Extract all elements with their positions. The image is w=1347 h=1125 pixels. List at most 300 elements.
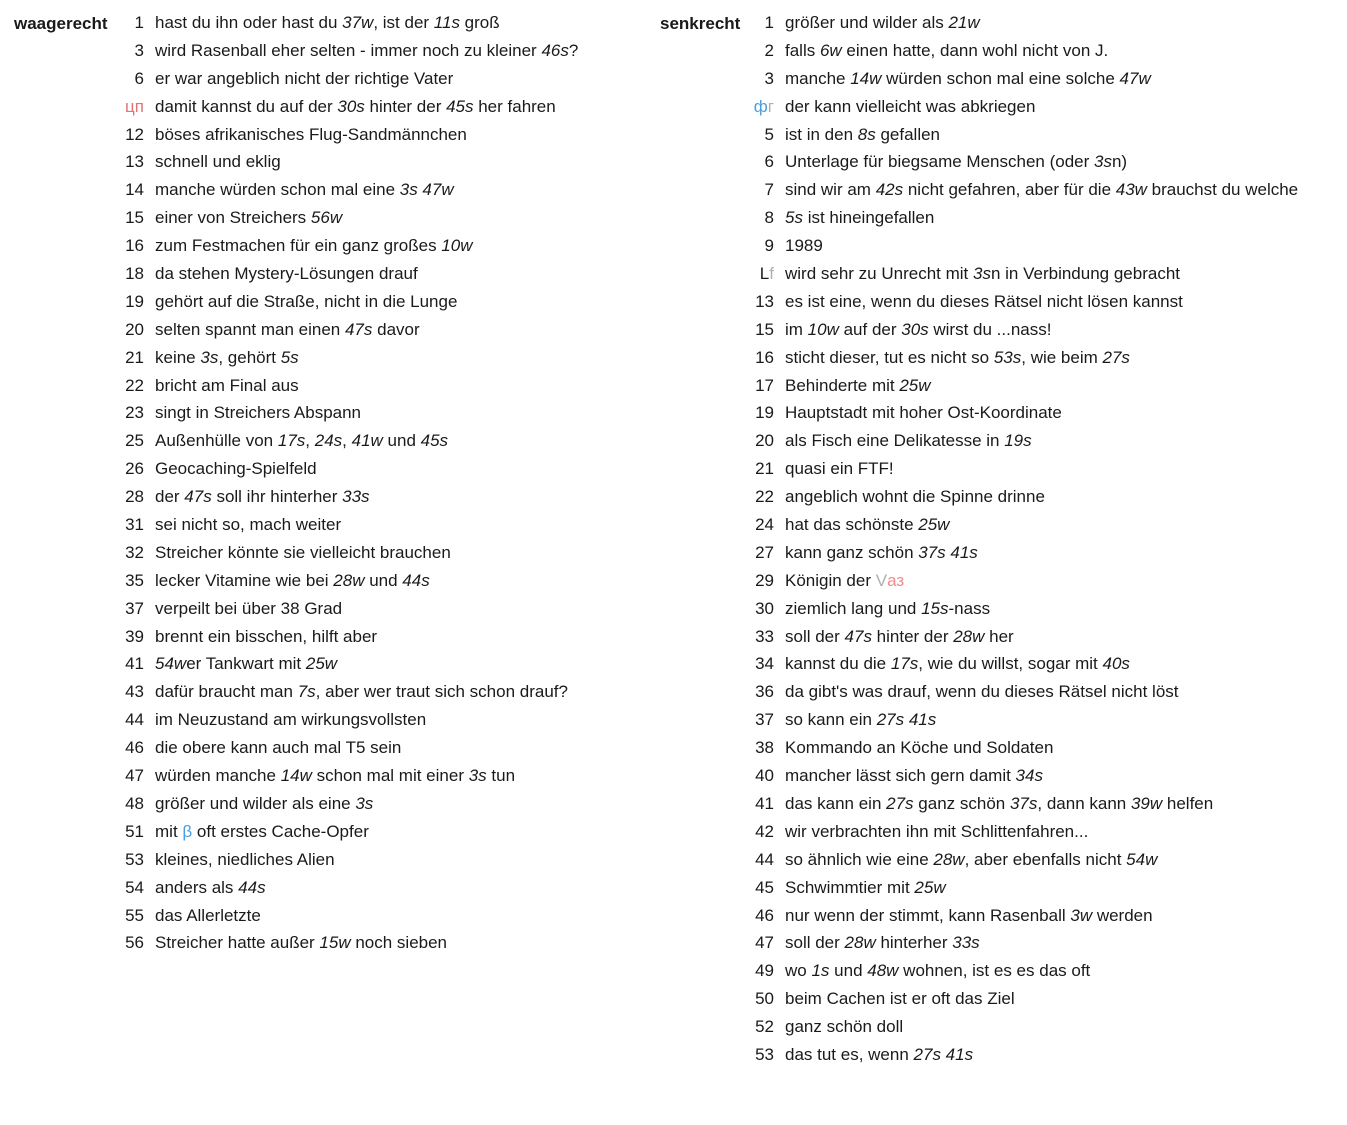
clue-text-segment: Kommando an Köche und Soldaten — [785, 738, 1054, 758]
clue-number-main: 53 — [755, 1044, 774, 1064]
clue-reference: 30s — [337, 96, 365, 116]
clue-text-segment: groß — [459, 13, 500, 32]
clue-text-segment: quasi ein FTF! — [785, 459, 894, 479]
clue-text-segment: einer von Streichers — [155, 208, 311, 228]
clue-text-segment: lecker Vitamine wie bei — [155, 570, 334, 590]
clue-number — [740, 344, 774, 372]
clue-text — [155, 539, 451, 567]
clue-text-segment: größer und wilder als — [785, 13, 949, 32]
clue-row — [0, 232, 650, 260]
clue-number-main: 41 — [755, 793, 774, 813]
clue-number-main: 46 — [125, 738, 144, 758]
clue-reference: 27s 41s — [913, 1044, 974, 1064]
clue-text-segment: das Allerletzte — [155, 905, 261, 925]
clue-number — [740, 483, 774, 511]
clue-text — [785, 148, 1127, 176]
clue-number — [740, 595, 774, 623]
clue-number-main: 41 — [125, 654, 144, 674]
clue-number — [740, 427, 774, 455]
clue-reference: 14w — [850, 68, 882, 88]
clue-text-segment: ziemlich lang und — [785, 598, 922, 618]
clue-number-main: 3 — [134, 40, 144, 60]
clue-row — [0, 678, 650, 706]
clue-text — [785, 93, 1035, 121]
clue-number — [110, 372, 144, 400]
clue-text — [785, 874, 946, 902]
clue-text-segment: Geocaching-Spielfeld — [155, 459, 317, 479]
clue-text — [785, 232, 823, 260]
clue-reference: 8s — [857, 124, 876, 144]
clue-text — [155, 121, 467, 149]
clue-text-segment: gefallen — [875, 124, 941, 144]
clue-text-segment: ? — [568, 40, 579, 60]
clue-number — [740, 734, 774, 762]
clue-number — [740, 957, 774, 985]
clue-text-segment: der — [155, 487, 185, 507]
clue-text-segment: gehört auf die Straße, nicht in die Lunge — [155, 291, 458, 311]
clue-text-segment: und — [364, 570, 403, 590]
clue-text — [155, 762, 515, 790]
clue-text-segment: wir verbrachten ihn mit Schlittenfahren... — [785, 821, 1089, 841]
clue-text-segment: , aber wer traut sich schon drauf? — [315, 682, 568, 702]
waagerecht-clue-list — [0, 9, 650, 957]
clue-number — [740, 260, 774, 288]
clue-row — [650, 929, 1347, 957]
clue-number-main: 37 — [125, 598, 144, 618]
clue-reference: 47w — [1119, 68, 1151, 88]
clue-number — [740, 539, 774, 567]
clue-number-main: 19 — [755, 403, 774, 423]
clue-row — [650, 874, 1347, 902]
clue-text-segment: hinter der — [364, 96, 447, 116]
clue-reference: 33s — [342, 487, 370, 507]
clue-number — [110, 762, 144, 790]
clue-number — [740, 567, 774, 595]
clue-reference: 47s — [844, 626, 872, 646]
clue-row — [0, 790, 650, 818]
clue-text-segment: 1989 — [785, 236, 823, 256]
clue-number — [110, 121, 144, 149]
clue-number-main: 27 — [755, 542, 774, 562]
clue-reference: 3s — [1094, 152, 1112, 172]
clue-number — [740, 148, 774, 176]
clue-text-segment: -nass — [948, 598, 991, 618]
clue-row — [650, 762, 1347, 790]
clue-row — [650, 706, 1347, 734]
waagerecht-heading: waagerecht — [14, 14, 108, 33]
clue-row — [650, 734, 1347, 762]
clue-row — [650, 483, 1347, 511]
clue-reference: 19s — [1004, 431, 1032, 451]
clue-number — [740, 399, 774, 427]
clue-number-main: 21 — [755, 459, 774, 479]
clue-row — [0, 623, 650, 651]
clue-text-segment: so ähnlich wie eine — [785, 849, 934, 869]
clue-number — [740, 790, 774, 818]
clue-text-segment: hast du ihn oder hast du — [155, 13, 343, 32]
clue-row — [0, 204, 650, 232]
clue-number-main: 19 — [125, 291, 144, 311]
clue-reference: 46s — [541, 40, 569, 60]
clue-number — [740, 1041, 774, 1069]
clue-row — [650, 455, 1347, 483]
clue-number — [740, 65, 774, 93]
clue-reference: 28w — [953, 626, 985, 646]
clue-number — [110, 874, 144, 902]
clue-text — [155, 846, 335, 874]
clue-row — [0, 399, 650, 427]
clue-text — [785, 176, 1298, 204]
clue-row — [0, 121, 650, 149]
clue-reference: 7s — [297, 682, 316, 702]
clue-number — [740, 372, 774, 400]
clue-text-segment: einen hatte, dann wohl nicht von J. — [841, 40, 1109, 60]
clue-text — [155, 874, 266, 902]
clue-text — [785, 344, 1130, 372]
clue-number-main: 51 — [125, 821, 144, 841]
clue-number-main: 33 — [755, 626, 774, 646]
clue-text-segment: ist in den — [785, 124, 858, 144]
clue-row — [0, 874, 650, 902]
clue-row — [0, 427, 650, 455]
clue-text-segment: n) — [1111, 152, 1128, 172]
clue-text — [155, 176, 454, 204]
clue-row — [0, 567, 650, 595]
clue-row — [650, 121, 1347, 149]
clue-number-main: 8 — [764, 208, 774, 228]
clue-text — [155, 678, 568, 706]
clue-reference: 27s — [1102, 347, 1130, 367]
clue-reference: 47s — [344, 319, 373, 339]
clue-number-main: 16 — [755, 347, 774, 367]
clue-text — [155, 232, 472, 260]
clue-number — [110, 37, 144, 65]
clue-text-segment: und — [382, 431, 421, 451]
clue-reference: 3s — [355, 793, 374, 813]
clue-reference: 1s — [811, 961, 830, 981]
clue-number-main: 15 — [125, 208, 144, 228]
clue-row — [650, 790, 1347, 818]
clue-number-main: 44 — [755, 849, 774, 869]
clue-reference: 28w — [844, 933, 876, 953]
clue-row — [0, 372, 650, 400]
clue-reference: 14w — [280, 766, 312, 786]
clue-number-main: 44 — [125, 710, 144, 730]
clue-text — [785, 121, 940, 149]
clue-row — [0, 316, 650, 344]
clue-text-segment: beim Cachen ist er oft das Ziel — [785, 989, 1015, 1009]
clue-text-segment: , — [305, 431, 315, 451]
clue-text-segment: der kann vielleicht was abkriegen — [785, 96, 1036, 116]
clue-text-segment: soll der — [785, 626, 845, 646]
clue-reference: 45s — [446, 96, 474, 116]
clue-reference: 15s — [921, 598, 949, 618]
clue-number-main: 34 — [755, 654, 774, 674]
clue-row — [650, 93, 1347, 121]
clue-row — [0, 176, 650, 204]
clue-number — [740, 455, 774, 483]
clue-text — [785, 427, 1032, 455]
clue-number — [740, 929, 774, 957]
clue-reference: 25w — [918, 515, 950, 535]
clue-reference: 37w — [342, 13, 374, 32]
clue-reference: 42s — [875, 180, 904, 200]
clue-number-main: 22 — [125, 375, 144, 395]
clue-row — [650, 623, 1347, 651]
clue-text — [155, 567, 430, 595]
clue-text-segment: sticht dieser, tut es nicht so — [785, 347, 994, 367]
clue-text — [785, 399, 1062, 427]
clue-number-main: 20 — [755, 431, 774, 451]
clue-text-segment: anders als — [155, 877, 239, 897]
clue-text-segment: böses afrikanisches Flug-Sandmännchen — [155, 124, 467, 144]
clue-reference: 5s — [785, 208, 803, 228]
clue-row — [650, 846, 1347, 874]
clue-row — [0, 93, 650, 121]
clue-text-segment: Schwimmtier mit — [785, 877, 915, 897]
clue-number — [110, 204, 144, 232]
clue-row — [0, 818, 650, 846]
clue-number — [740, 1013, 774, 1041]
clue-number — [740, 678, 774, 706]
clue-text-segment: werden — [1092, 905, 1153, 925]
clue-text-segment: ist hineingefallen — [802, 208, 935, 228]
clue-text-segment: her fahren — [473, 96, 556, 116]
clue-reference: 44s — [238, 877, 266, 897]
clue-number-main: 3 — [764, 68, 774, 88]
clue-number — [740, 902, 774, 930]
clue-row — [0, 902, 650, 930]
clue-number-main: 50 — [755, 989, 774, 1009]
clue-number — [740, 232, 774, 260]
clue-text — [785, 1041, 973, 1069]
clue-text — [155, 93, 556, 121]
clue-text-segment: so kann ein — [785, 710, 877, 730]
clue-text-segment: Unterlage für biegsame Menschen (oder — [785, 152, 1094, 172]
clue-text — [785, 902, 1153, 930]
clue-text-segment: singt in Streichers Abspann — [155, 403, 362, 423]
clue-reference: 11s — [433, 13, 460, 32]
clue-number — [110, 148, 144, 176]
clue-number — [110, 455, 144, 483]
clue-number-main: 36 — [755, 682, 774, 702]
clue-number — [110, 288, 144, 316]
clue-number — [110, 483, 144, 511]
clue-reference: 45s — [420, 431, 449, 451]
clue-text-segment: würden manche — [155, 766, 281, 786]
clue-text — [155, 511, 341, 539]
clue-text-segment: sei nicht so, mach weiter — [155, 515, 342, 535]
clue-text-segment: da stehen Mystery-Lösungen drauf — [155, 264, 418, 284]
clue-text-segment: Streicher hatte außer — [155, 933, 320, 953]
clue-reference: 53s — [993, 347, 1022, 367]
clue-row — [650, 65, 1347, 93]
clue-reference: 54w — [155, 654, 187, 674]
clue-text-segment: wo — [785, 961, 812, 981]
clue-text-segment: selten spannt man einen — [155, 319, 345, 339]
clue-reference: 15w — [319, 933, 351, 953]
clue-number-main: 6 — [764, 152, 774, 172]
clue-text-segment: , wie beim — [1021, 347, 1103, 367]
clue-text-segment: n in Verbindung gebracht — [990, 264, 1181, 284]
clue-text — [785, 818, 1088, 846]
clue-number — [110, 846, 144, 874]
clue-text — [155, 483, 370, 511]
clue-number-main: 49 — [755, 961, 774, 981]
clue-row — [650, 1041, 1347, 1069]
clue-row — [0, 65, 650, 93]
clue-row — [0, 288, 650, 316]
clue-row — [650, 372, 1347, 400]
clue-text-segment: , wie du willst, sogar mit — [918, 654, 1103, 674]
clue-text-segment: ganz schön doll — [785, 1017, 904, 1037]
clue-text — [785, 929, 980, 957]
clue-text — [155, 148, 281, 176]
clue-number — [110, 344, 144, 372]
clue-text — [155, 344, 299, 372]
clue-text-segment: Außenhülle von — [155, 431, 278, 451]
clue-number — [740, 121, 774, 149]
clue-number-suffix: f — [769, 264, 774, 284]
clue-text-segment: аз — [887, 570, 905, 590]
clue-reference: 27s — [886, 793, 914, 813]
clue-number — [110, 539, 144, 567]
clue-text-segment: soll der — [785, 933, 845, 953]
clue-text — [155, 455, 317, 483]
clue-number-main: 52 — [755, 1017, 774, 1037]
clue-row — [0, 929, 650, 957]
clue-text-segment: größer und wilder als eine — [155, 793, 356, 813]
clue-row — [650, 260, 1347, 288]
clue-number-main: 1 — [764, 13, 774, 32]
clue-reference: 21w — [948, 13, 980, 32]
clue-text-segment: im Neuzustand am wirkungsvollsten — [155, 710, 427, 730]
clue-reference: 6w — [819, 40, 842, 60]
clue-reference: 24s — [314, 431, 343, 451]
clue-reference: 17s — [277, 431, 306, 451]
clue-text — [785, 37, 1108, 65]
clue-row — [650, 595, 1347, 623]
clue-text — [785, 623, 1014, 651]
clue-text-segment: soll ihr hinterher — [211, 487, 343, 507]
clue-text — [785, 372, 931, 400]
clue-number — [740, 706, 774, 734]
clue-number-suffix: г — [767, 96, 774, 116]
clue-row — [0, 9, 650, 37]
clue-reference: 41w — [351, 431, 383, 451]
clue-reference: 39w — [1130, 793, 1163, 813]
clue-number — [740, 176, 774, 204]
clue-text-segment: helfen — [1162, 793, 1214, 813]
clue-text-segment: bricht am Final aus — [155, 375, 299, 395]
clue-text-segment: , gehört — [218, 347, 281, 367]
clue-text-segment: oft erstes Cache-Opfer — [192, 821, 369, 841]
clue-text — [155, 734, 401, 762]
clue-number-main: 25 — [125, 431, 144, 451]
clue-text-segment: er Tankwart mit — [186, 654, 306, 674]
clue-reference: 44s — [402, 570, 430, 590]
clue-reference: 27s 41s — [876, 710, 937, 730]
clue-text — [785, 650, 1130, 678]
clue-text — [155, 706, 426, 734]
clue-row — [0, 511, 650, 539]
clue-text-segment: die obere kann auch mal T5 sein — [155, 738, 402, 758]
clue-number — [110, 399, 144, 427]
clue-number — [740, 623, 774, 651]
clue-number-main: 12 — [125, 124, 144, 144]
clue-text-segment: ganz schön — [913, 793, 1010, 813]
clue-row — [650, 985, 1347, 1013]
clue-number-main: 43 — [125, 682, 144, 702]
clue-text — [785, 9, 980, 37]
clue-number-main: 24 — [755, 515, 774, 535]
clue-text — [155, 288, 457, 316]
clue-number — [110, 734, 144, 762]
clue-text — [785, 260, 1180, 288]
clue-reference: 56w — [310, 208, 343, 228]
clue-number-main: 13 — [125, 152, 144, 172]
clue-text — [785, 288, 1183, 316]
clue-number-main: 47 — [125, 766, 144, 786]
clue-text-segment: wirst du ...nass! — [928, 319, 1052, 339]
clue-row — [0, 344, 650, 372]
clue-text — [155, 316, 420, 344]
clue-number — [740, 762, 774, 790]
clue-text-segment: nicht gefahren, aber für die — [903, 180, 1116, 200]
clue-text-segment: manche würden schon mal eine — [155, 180, 400, 200]
clue-row — [0, 595, 650, 623]
clue-number-main: 20 — [125, 319, 144, 339]
clue-text-segment: Hauptstadt mit hoher Ost-Koordinate — [785, 403, 1062, 423]
clue-number — [740, 650, 774, 678]
clue-row — [0, 539, 650, 567]
clue-number-main: 53 — [125, 849, 144, 869]
clue-text-segment: mancher lässt sich gern damit — [785, 766, 1016, 786]
clue-text — [785, 567, 904, 595]
clue-row — [650, 567, 1347, 595]
clue-text-segment: , dann kann — [1037, 793, 1131, 813]
clue-row — [650, 957, 1347, 985]
clue-number — [110, 623, 144, 651]
clue-number-main: 45 — [755, 877, 774, 897]
clue-text-segment: damit kannst du auf der — [155, 96, 338, 116]
clue-text — [785, 985, 1015, 1013]
clue-number-main: 29 — [755, 570, 774, 590]
clue-text-segment: angeblich wohnt die Spinne drinne — [785, 487, 1045, 507]
clue-text — [785, 539, 978, 567]
clue-text — [155, 372, 299, 400]
clue-reference: 40s — [1102, 654, 1130, 674]
clue-text-segment: β — [182, 821, 193, 841]
clue-text-segment: Königin der — [785, 570, 876, 590]
clue-number-main: 26 — [125, 459, 144, 479]
clue-text — [155, 427, 448, 455]
clue-text-segment: hinterher — [875, 933, 953, 953]
clue-text — [785, 734, 1053, 762]
clue-reference: 28w — [333, 570, 365, 590]
clue-number — [110, 93, 144, 121]
clue-text — [155, 790, 373, 818]
clue-number — [110, 650, 144, 678]
clue-reference: 30s — [901, 319, 929, 339]
clue-reference: 25w — [914, 877, 946, 897]
clue-number — [110, 818, 144, 846]
clue-row — [0, 734, 650, 762]
clue-number — [110, 260, 144, 288]
clue-number — [740, 9, 774, 37]
clue-number-main: 46 — [755, 905, 774, 925]
clue-text-segment: Streicher könnte sie vielleicht brauchen — [155, 542, 451, 562]
